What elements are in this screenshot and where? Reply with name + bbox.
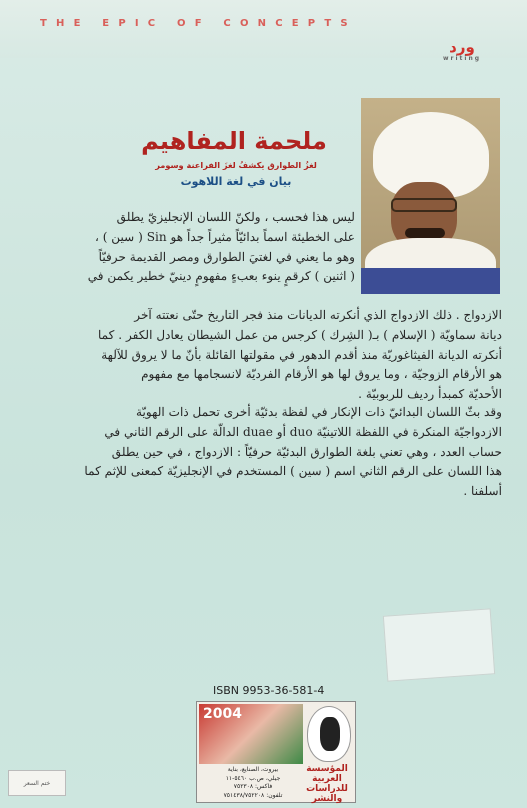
paragraph-2: [40, 306, 502, 405]
book-subtitle-secondary: بيان في لغة اللاهوت: [180, 175, 292, 188]
address-line: جيلي، ص.ب ٥٤٦٠-١١: [225, 774, 281, 782]
publisher-image: [199, 704, 303, 764]
address-line: بيروت، الصنايع، بناية: [227, 766, 279, 773]
text-line: ديانة سماويّة ( الإسلام ) بـ( الشِرك ) كرجس من عمل الشيطان يعادل الكفر . كما: [98, 327, 502, 342]
portrait-glasses: [391, 198, 457, 212]
price-label: ختم السعر: [8, 770, 66, 796]
text-line: هو الأرقام الزوجيّة ، وما يروق لها هو الأرقام الفرديّة لانسجامها مع مفهوم: [141, 367, 502, 382]
text-line: هذا اللسان على الرقم الثاني اسم ( سين ) المستخدم في الإنجليزيّة كمعنى للإثم كما: [84, 464, 502, 479]
text-line: وقد بثّ اللسان البدائيّ ذات الإنكار في لفظة بدئيّة أخرى تحمل ذات الهويّة: [136, 405, 502, 419]
text-line: على الخطيئة اسماً بدائيّاً مثيراً جداً هو Sin ( سين ) ،: [95, 229, 355, 244]
publisher-year: 2004: [203, 706, 242, 722]
portrait-mustache: [405, 228, 445, 238]
publisher-box: [196, 701, 356, 803]
author-portrait: [361, 98, 500, 294]
isbn: ISBN 9953-36-581-4: [213, 684, 325, 697]
book-subtitle: لغزُ الطوارق يكشفُ لغزَ الفراعنة وسومر: [155, 160, 317, 170]
paper-sticker: [383, 608, 495, 681]
logo-sub: writing: [442, 55, 482, 62]
publisher-emblem-icon: [307, 706, 351, 762]
publisher-logo: [423, 38, 501, 64]
book-title: ملحمة المفاهيم: [141, 127, 327, 155]
text-line: حساب العدد ، وهي تعني بلغة الطوارق البدئيّة حرفيّاً : الازدواج ، في حين يطلق: [111, 444, 502, 459]
paragraph-3: [40, 403, 502, 502]
text-line: ليس هذا فحسب ، ولكنّ اللسان الإنجليزيّ يطلق: [116, 210, 355, 224]
address-line: فاكس: ٧٥٢٣٠٨: [233, 783, 273, 790]
portrait-robe: [361, 268, 500, 294]
publisher-name: المؤسسة العربية للدراسات والنشر: [306, 764, 348, 804]
text-line: الازدواج . ذلك الازدواج الذي أنكرته الديانات منذ فجر التاريخ حتّى نعتته آخر: [134, 308, 502, 322]
series-title: THE EPIC OF CONCEPTS: [40, 18, 357, 29]
text-line: أنكرته الديانة الفيثاغوريّة منذ أقدم الدهور في مقولتها القائلة بأنّ ما لا يروق للآلهة: [101, 347, 502, 362]
text-line: الأحديّة كمبدأ رديف للربوبيّة .: [358, 387, 502, 402]
text-line: وهو ما يعني في لغتيَ الطوارق ومصر القديمة حرفيّاً: [98, 249, 355, 264]
publisher-address: [201, 766, 305, 800]
paragraph-1: [38, 208, 355, 287]
text-line: الازدواجيّة المنكرة في اللفظة اللاتينيّة duo أو duae الدالّة على الرقم الثاني في: [104, 424, 502, 439]
logo-name: ورد: [449, 38, 475, 56]
text-line: ( اثنين ) كرقمٍ ينوء بعبءٍ مفهومٍ دينيّ خطير يكمن في: [87, 269, 355, 284]
text-line: أسلفنا .: [463, 484, 502, 499]
address-line: تلفون: ٧٥١٤٣٨/٧٥٢٢٠٨: [223, 791, 283, 799]
